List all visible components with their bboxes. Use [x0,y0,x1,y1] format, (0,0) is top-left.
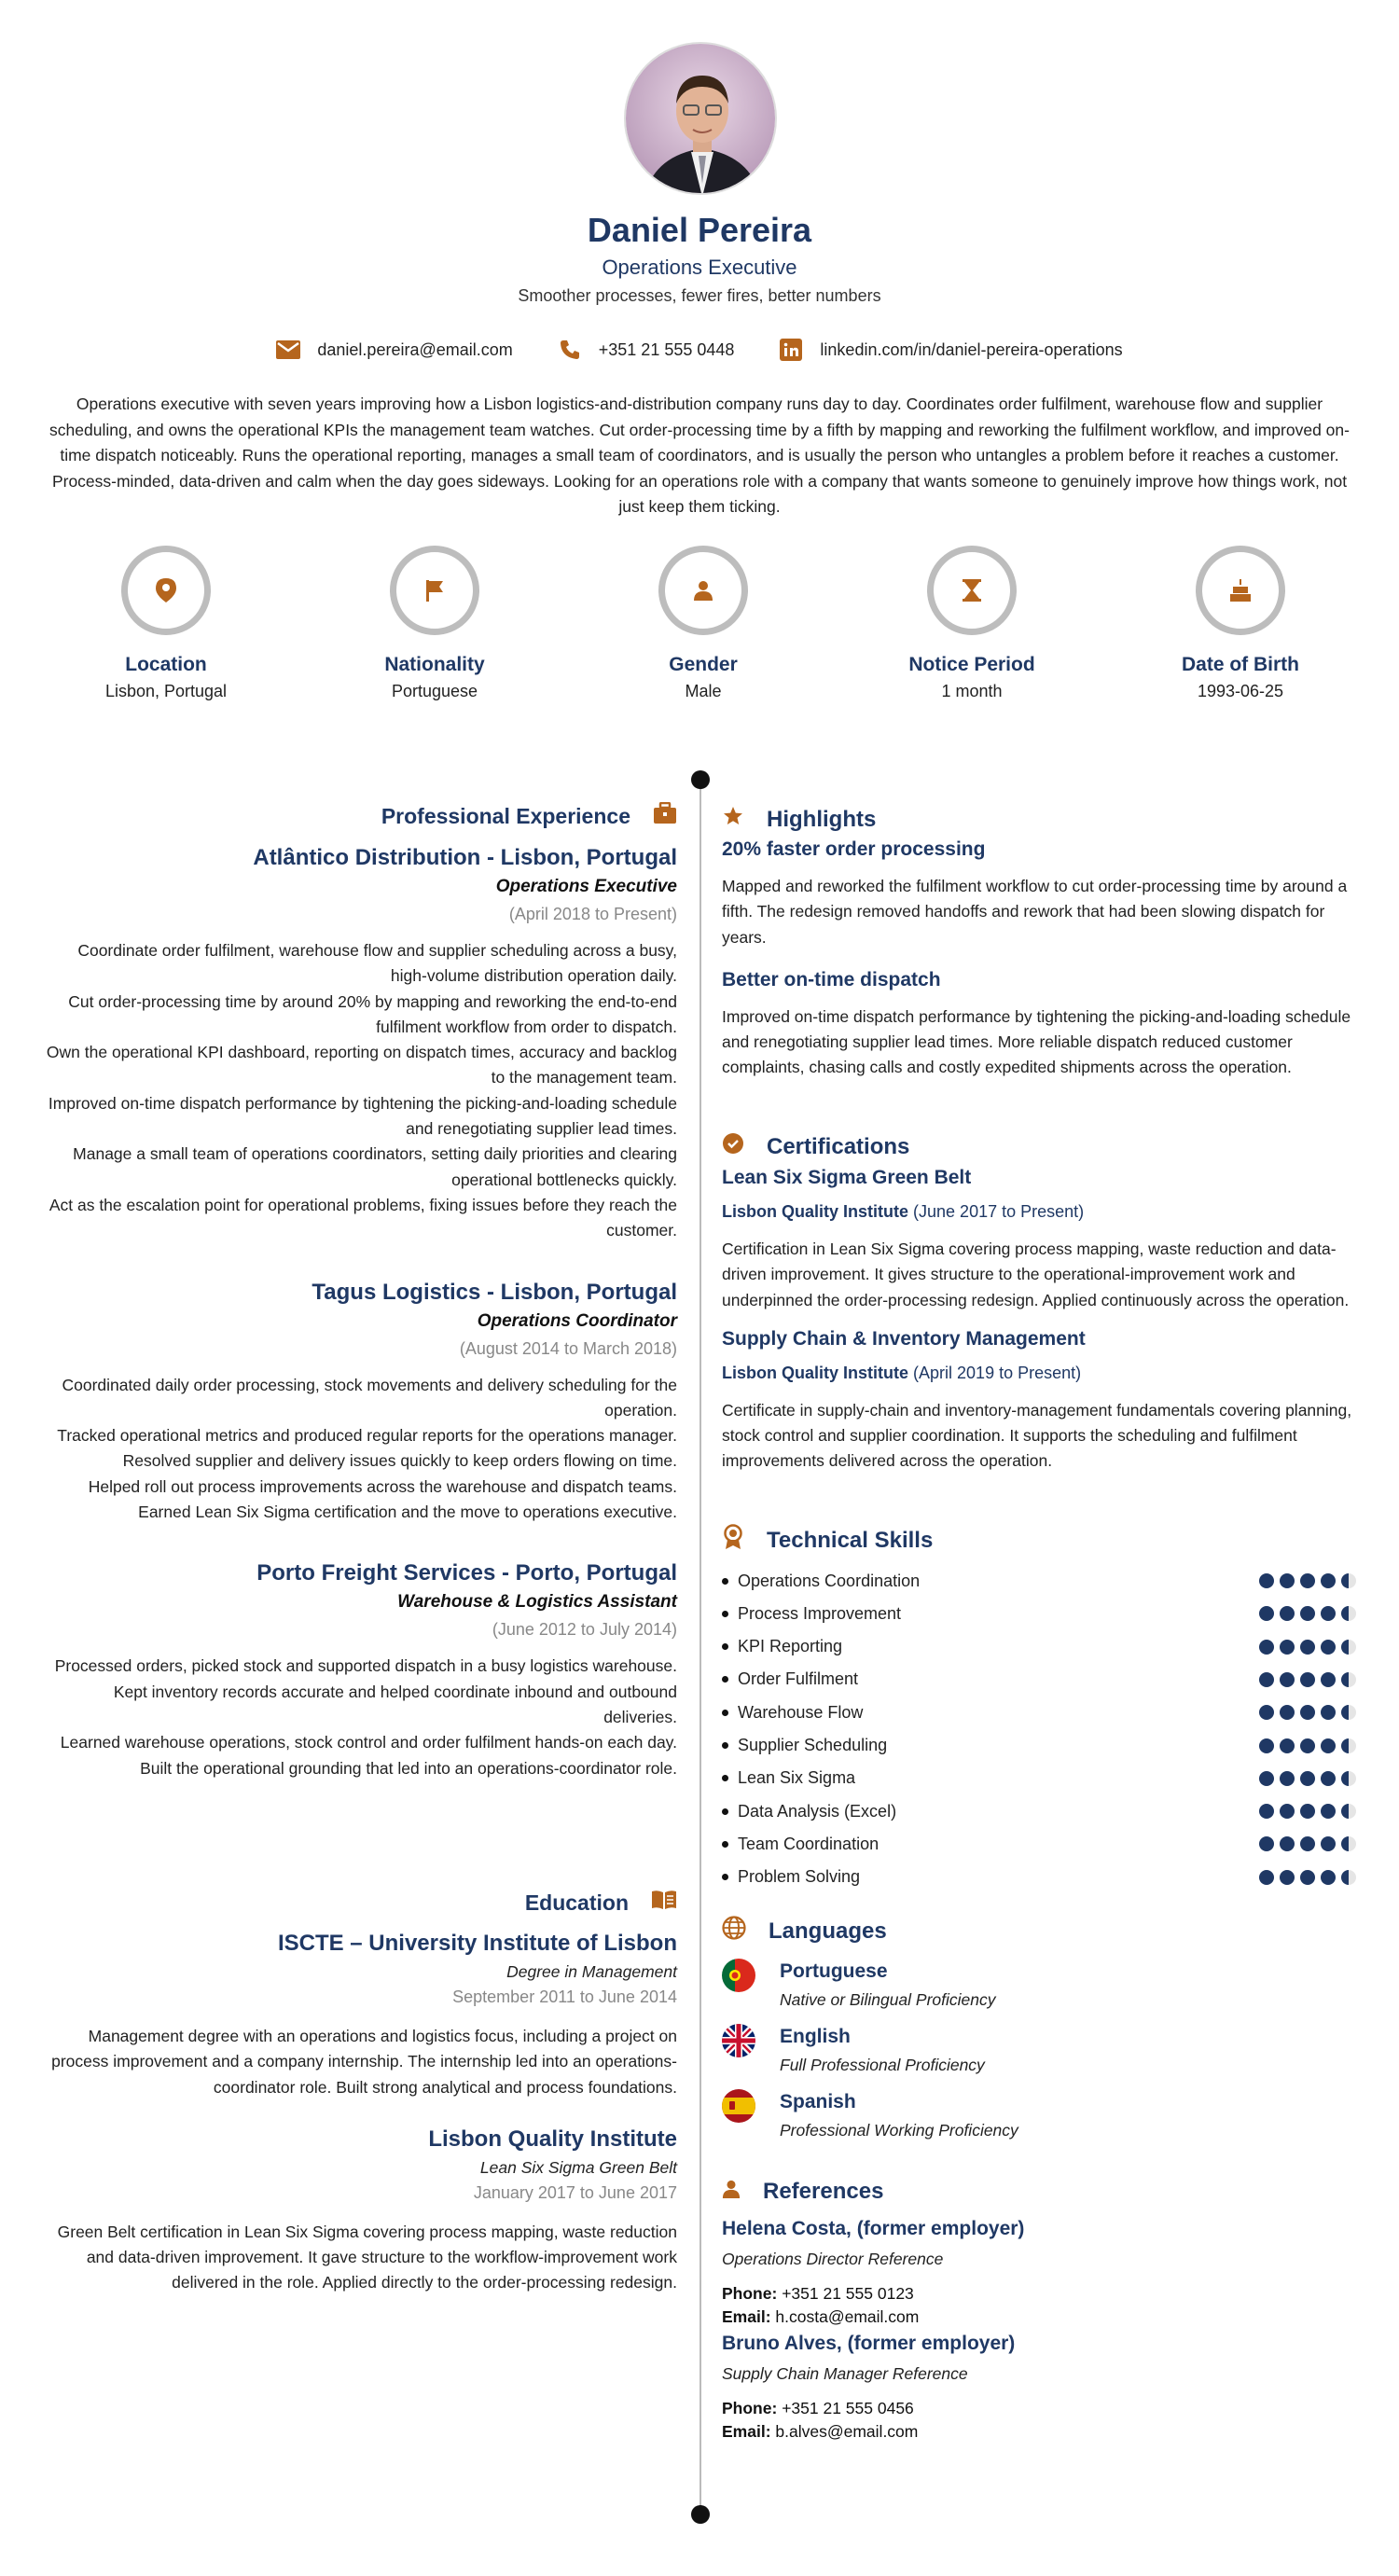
job-org: Atlântico Distribution - Lisbon, Portugal [253,845,677,870]
certificate-badge-icon [722,1132,744,1161]
rating-dot [1341,1804,1356,1819]
references-section [722,2179,1356,2444]
cert-issuer-line [722,1202,1356,1222]
rating-dot [1321,1640,1336,1655]
cert-issuer: Lisbon Quality Institute [722,1363,909,1382]
reference-entry [722,2218,1356,2329]
skill-row [722,1866,1356,1889]
skill-row [722,1570,1356,1592]
references-heading [722,2179,1356,2205]
cert-issuer-line [722,1364,1356,1383]
education-dates: January 2017 to June 2017 [473,2182,677,2202]
contact-bar [0,338,1399,362]
skill-rating [1259,1804,1356,1819]
spain-flag-icon [722,2089,755,2123]
cert-title: Supply Chain & Inventory Management [722,1327,1086,1350]
rating-dot [1280,1672,1295,1687]
rating-dot [1300,1573,1315,1588]
info-value: Male [685,682,722,700]
language-item [722,1959,1356,2018]
rating-dot [1341,1573,1356,1588]
languages-heading [722,1916,1356,1946]
info-notice-period [851,546,1093,701]
rating-dot [1280,1705,1295,1720]
job-dates: (August 2014 to March 2018) [459,1338,677,1358]
rating-dot [1321,1870,1336,1885]
skill-row [722,1767,1356,1790]
globe-icon [722,1916,746,1946]
email-label: Email: [722,2307,771,2326]
rating-dot [1321,1672,1336,1687]
job-bullets [37,938,677,1244]
rating-dot [1280,1640,1295,1655]
info-label: Gender [669,654,738,675]
skill-name: Data Analysis (Excel) [738,1801,897,1821]
rating-dot [1280,1573,1295,1588]
person-icon [658,546,748,635]
reference-role: Supply Chain Manager Reference [722,2364,968,2383]
skill-rating [1259,1640,1356,1655]
info-value: 1 month [941,682,1003,700]
reference-email-value[interactable]: h.costa@email.com [775,2307,920,2326]
rating-dot [1280,1738,1295,1753]
rating-dot [1259,1573,1274,1588]
rating-dot [1300,1771,1315,1786]
certifications-heading-text: Certifications [767,1133,910,1159]
rating-dot [1280,1804,1295,1819]
bullet-dot [722,1578,728,1585]
phone-icon [558,338,582,362]
info-value: 1993-06-25 [1197,682,1284,700]
candidate-title: Operations Executive [602,256,797,279]
rating-dot [1280,1870,1295,1885]
rating-dot [1280,1606,1295,1621]
rating-dot [1300,1705,1315,1720]
reference-name: Helena Costa, (former employer) [722,2218,1025,2239]
cert-text: Certificate in supply-chain and inventory-management fundamentals covering planning, stock control and supplier coordination. It supports the scheduling and fulfilment improvements delivered across the operation. [722,1400,1352,1471]
job-bullet: Learned warehouse operations, stock control and order fulfilment hands-on each day. [60,1733,677,1752]
job-bullet: Manage a small team of operations coordinators, setting daily priorities and clearing operational bottlenecks quickly. [73,1144,677,1189]
rating-dot [1341,1738,1356,1753]
rating-dot [1300,1804,1315,1819]
bullet-dot [722,1611,728,1617]
education-degree: Lean Six Sigma Green Belt [479,2157,677,2177]
education-entry [37,1931,677,2100]
job-bullet: Act as the escalation point for operational problems, fixing issues before they reach the customer. [48,1195,677,1240]
book-icon [651,1890,677,1916]
skill-name: Team Coordination [738,1834,880,1853]
language-item [722,2024,1356,2084]
rating-dot [1341,1672,1356,1687]
education-heading-text: Education [524,1890,629,1915]
email-icon [276,338,300,362]
skill-rating [1259,1738,1356,1753]
cert-title: Lean Six Sigma Green Belt [722,1167,972,1188]
linkedin-text[interactable]: linkedin.com/in/daniel-pereira-operations [820,339,1123,359]
rating-dot [1259,1606,1274,1621]
skill-rating [1259,1771,1356,1786]
reference-phone-value[interactable]: +351 21 555 0456 [782,2399,914,2417]
experience-section [37,802,677,1781]
skill-row [722,1636,1356,1658]
job-org: Tagus Logistics - Lisbon, Portugal [312,1279,677,1305]
rating-dot [1280,1836,1295,1851]
person-icon [722,2179,741,2205]
skills-heading-text: Technical Skills [767,1527,934,1553]
bullet-dot [722,1874,728,1880]
skill-name: KPI Reporting [738,1637,843,1656]
rating-dot [1321,1573,1336,1588]
job-entry [37,1280,677,1526]
job-bullet: Earned Lean Six Sigma certification and the move to operations executive. [138,1503,677,1522]
uk-flag-icon [722,2024,755,2057]
education-text: Green Belt certification in Lean Six Sigma covering process mapping, waste reduction and data-driven improvement. It gave structure to the workflow-improvement work delivered in the role. Applied directly to the order-processing redesign. [57,2222,677,2292]
email-text[interactable]: daniel.pereira@email.com [317,339,513,359]
star-badge-icon [722,806,744,833]
rating-dot [1341,1870,1356,1885]
bullet-dot [722,1841,728,1848]
rating-dot [1300,1606,1315,1621]
education-org: ISCTE – University Institute of Lisbon [277,1931,677,1956]
rating-dot [1321,1836,1336,1851]
education-dates: September 2011 to June 2014 [452,1987,677,2006]
skill-name: Warehouse Flow [738,1702,864,1722]
portugal-flag-icon [722,1959,755,1992]
highlights-heading-text: Highlights [767,806,877,832]
language-name: Portuguese [780,1960,888,1982]
skill-row [722,1602,1356,1625]
info-label: Notice Period [908,654,1035,675]
phone-text[interactable]: +351 21 555 0448 [598,339,735,359]
skill-name: Lean Six Sigma [738,1768,856,1788]
skill-rating [1259,1573,1356,1588]
info-label: Location [125,654,207,675]
rating-dot [1321,1771,1336,1786]
skill-name: Supplier Scheduling [738,1736,888,1754]
timeline-start-dot [691,770,710,789]
rating-dot [1280,1771,1295,1786]
highlight-title: 20% faster order processing [722,838,986,860]
highlight-text: Mapped and reworked the fulfilment workflow to cut order-processing time by around a fifth. The redesign removed handoffs and rework that had been slowing dispatch for years. [722,877,1348,947]
highlights-heading [722,806,1356,833]
rating-dot [1341,1640,1356,1655]
contact-linkedin[interactable] [779,338,1122,362]
skill-row [722,1800,1356,1822]
linkedin-icon [779,338,803,362]
education-text: Management degree with an operations and logistics focus, including a project on process improvement and a company internship. The internship led into an operations-coordinator role. Built strong analytical and process foundations. [51,2027,677,2097]
info-nationality [313,546,556,701]
info-gender [582,546,824,701]
rating-dot [1321,1606,1336,1621]
reference-phone-value[interactable]: +351 21 555 0123 [782,2284,914,2303]
language-level: Professional Working Proficiency [780,2121,1018,2140]
skill-name: Operations Coordination [738,1571,921,1590]
info-value: Portuguese [391,682,478,700]
job-bullet: Coordinated daily order processing, stock movements and delivery scheduling for the operation. [62,1375,677,1420]
reference-role: Operations Director Reference [722,2250,944,2268]
skills-heading [722,1524,1356,1557]
rating-dot [1321,1705,1336,1720]
skill-rating [1259,1672,1356,1687]
language-level: Full Professional Proficiency [780,2056,985,2074]
skill-name: Order Fulfilment [738,1669,859,1689]
rating-dot [1300,1738,1315,1753]
skill-row [722,1833,1356,1855]
rating-dot [1259,1640,1274,1655]
job-bullet: Coordinate order fulfilment, warehouse flow and supplier scheduling across a busy, high-volume distribution operation daily. [77,941,677,986]
job-bullet: Own the operational KPI dashboard, reporting on dispatch times, accuracy and backlog to the management team. [46,1043,677,1087]
job-bullets [37,1373,677,1526]
reference-email [722,2420,1356,2444]
info-value: Lisbon, Portugal [104,682,228,700]
hourglass-icon [927,546,1017,635]
job-bullet: Helped roll out process improvements across the warehouse and dispatch teams. [88,1476,677,1496]
reference-email-value[interactable]: b.alves@email.com [775,2422,919,2441]
job-bullet: Cut order-processing time by around 20% by mapping and reworking the end-to-end fulfilment workflow from order to dispatch. [68,991,677,1036]
job-role: Operations Coordinator [477,1310,677,1331]
language-level: Native or Bilingual Proficiency [780,1990,996,2009]
skill-rating [1259,1836,1356,1851]
education-heading [37,1890,677,1916]
skill-row [722,1701,1356,1724]
profile-photo [624,42,777,195]
languages-heading-text: Languages [769,1918,887,1944]
education-org: Lisbon Quality Institute [428,2126,677,2152]
education-entry [37,2126,677,2296]
experience-heading [37,802,677,830]
bullet-dot [722,1676,728,1683]
rating-dot [1321,1738,1336,1753]
award-ribbon-icon [722,1524,744,1557]
skill-rating [1259,1606,1356,1621]
job-org: Porto Freight Services - Porto, Portugal [256,1560,677,1586]
job-role: Warehouse & Logistics Assistant [397,1592,677,1613]
job-entry [37,1560,677,1780]
rating-dot [1300,1870,1315,1885]
cert-issuer: Lisbon Quality Institute [722,1202,909,1221]
job-bullet: Improved on-time dispatch performance by tightening the picking-and-loading schedule and renegotiating supplier lead times. [48,1093,677,1139]
language-item [722,2089,1356,2149]
rating-dot [1341,1705,1356,1720]
rating-dot [1259,1771,1274,1786]
language-name: Spanish [780,2091,856,2112]
job-bullets [37,1654,677,1780]
timeline-end-dot [691,2505,710,2524]
rating-dot [1300,1672,1315,1687]
email-label: Email: [722,2422,771,2441]
skills-list [722,1570,1356,1896]
bullet-dot [722,1808,728,1815]
bullet-dot [722,1742,728,1749]
cert-text: Certification in Lean Six Sigma covering process mapping, waste reduction and data-driven improvement. It gives structure to the operational-improvement work and underpinned the order-processing redesign. Applied continuously across the operation. [722,1240,1350,1309]
skills-section [722,1524,1356,1896]
rating-dot [1341,1771,1356,1786]
location-pin-icon [121,546,211,635]
rating-dot [1341,1836,1356,1851]
info-date-of-birth [1119,546,1362,701]
reference-email [722,2306,1356,2329]
job-bullet: Resolved supplier and delivery issues quickly to keep orders flowing on time. [122,1451,677,1471]
education-degree: Degree in Management [506,1962,677,1981]
cert-dates: (April 2019 to Present) [913,1363,1082,1382]
job-dates: (April 2018 to Present) [508,905,677,923]
rating-dot [1259,1836,1274,1851]
bullet-dot [722,1775,728,1781]
info-location [45,546,287,701]
phone-label: Phone: [722,2284,778,2303]
education-section [37,1890,677,2296]
skill-row [722,1735,1356,1757]
rating-dot [1259,1804,1274,1819]
flag-icon [390,546,479,635]
bullet-dot [722,1710,728,1716]
contact-phone[interactable] [558,338,735,362]
candidate-name: Daniel Pereira [587,211,812,249]
cert-dates: (June 2017 to Present) [913,1202,1085,1221]
references-heading-text: References [763,2179,884,2204]
language-name: English [780,2026,851,2047]
rating-dot [1259,1705,1274,1720]
job-bullet: Built the operational grounding that led into an operations-coordinator role. [140,1758,677,1778]
cake-icon [1196,546,1285,635]
reference-phone [722,2282,1356,2306]
skill-row [722,1669,1356,1691]
job-bullet: Tracked operational metrics and produced regular reports for the operations manager. [57,1426,677,1446]
info-label: Date of Birth [1182,654,1299,675]
reference-phone [722,2397,1356,2420]
highlight-text: Improved on-time dispatch performance by tightening the picking-and-loading schedule and renegotiating supplier lead times. More reliable dispatch reduced customer complaints, chasing calls and costly expedited shipments across the operation. [722,1006,1351,1077]
skill-name: Process Improvement [738,1603,902,1623]
job-entry [37,845,677,1244]
job-bullet: Kept inventory records accurate and helped coordinate inbound and outbound deliveries. [113,1682,677,1726]
skill-rating [1259,1870,1356,1885]
job-dates: (June 2012 to July 2014) [492,1620,677,1640]
profile-summary: Operations executive with seven years improving how a Lisbon logistics-and-distribution company runs day to day. Coordinates order fulfilment, warehouse flow and supplier scheduling, and owns the operational KPIs the management team watches. Cut order-processing time by a fifth by mapping and reworking the fulfilment workflow, and improved on-time dispatch noticeably. Runs the operational reporting, manages a small team of coordinators, and is usually the person who untangles a problem before it reaches a customer. Process-minded, data-driven and calm when the day goes sideways. Looking for an operations role with a company that wants someone to genuinely improve how things work, not just keep them ticking. [49,395,1350,516]
languages-section [722,1916,1356,2140]
reference-name: Bruno Alves, (former employer) [722,2333,1016,2354]
contact-email[interactable] [276,338,512,362]
briefcase-icon [653,802,677,830]
skill-name: Problem Solving [738,1867,861,1887]
rating-dot [1259,1738,1274,1753]
phone-label: Phone: [722,2399,778,2417]
highlights-section [722,806,1356,1081]
rating-dot [1259,1672,1274,1687]
reference-entry [722,2333,1356,2444]
rating-dot [1300,1640,1315,1655]
bullet-dot [722,1643,728,1650]
rating-dot [1259,1870,1274,1885]
job-role: Operations Executive [495,877,677,896]
rating-dot [1321,1804,1336,1819]
certifications-heading [722,1132,1356,1161]
job-bullet: Processed orders, picked stock and supported dispatch in a busy logistics warehouse. [54,1656,677,1676]
experience-heading-text: Professional Experience [381,803,630,828]
rating-dot [1300,1836,1315,1851]
highlight-title: Better on-time dispatch [722,968,941,990]
skill-rating [1259,1705,1356,1720]
tagline: Smoother processes, fewer fires, better numbers [518,286,881,305]
info-label: Nationality [384,654,485,675]
certifications-section [722,1132,1356,1475]
rating-dot [1341,1606,1356,1621]
timeline-divider [700,780,701,2514]
